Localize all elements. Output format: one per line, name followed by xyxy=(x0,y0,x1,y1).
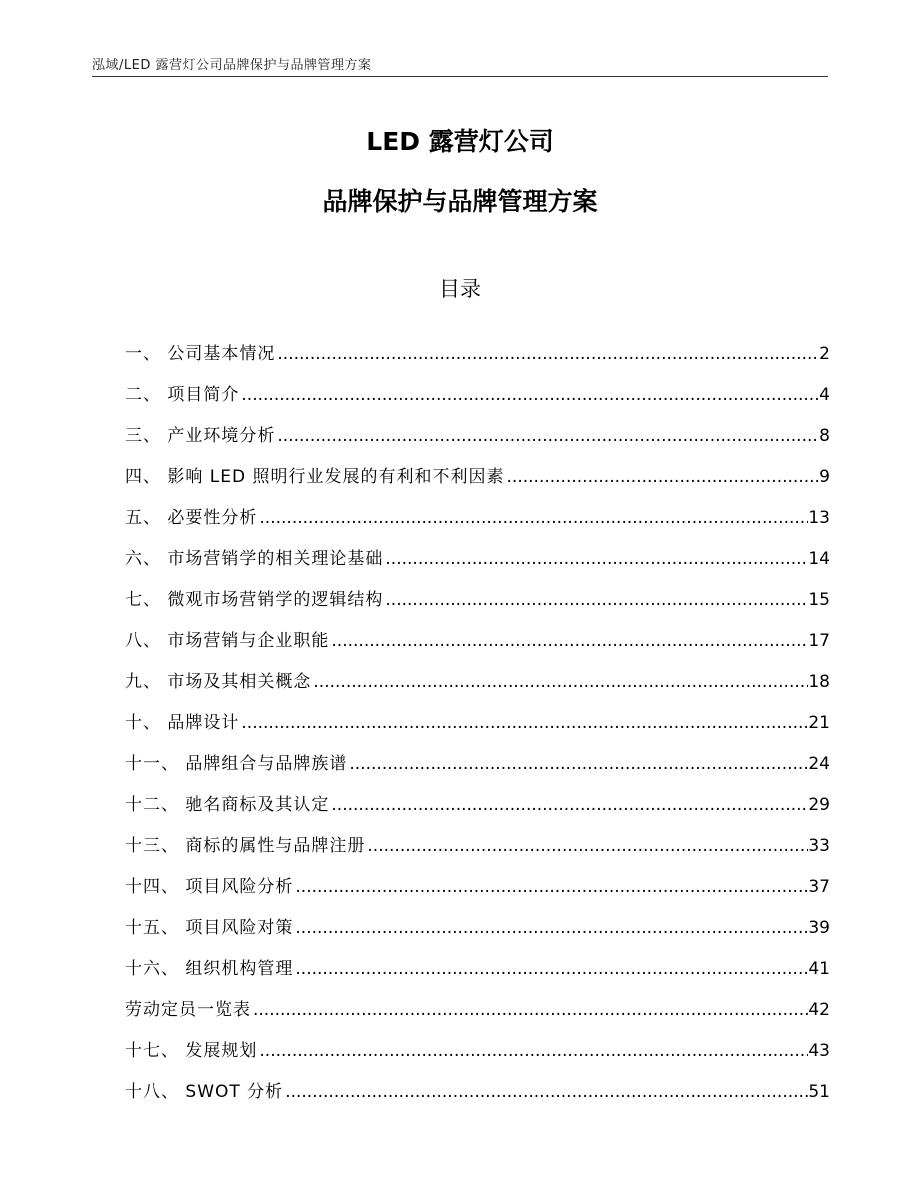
toc-entry-page: 51 xyxy=(808,1082,830,1102)
toc-entry[interactable] xyxy=(125,364,830,405)
toc-entry-label: 四、 影响 LED 照明行业发展的有利和不利因素 xyxy=(125,467,505,487)
toc-entry[interactable] xyxy=(125,938,830,979)
toc-entry-page: 41 xyxy=(808,959,830,979)
toc-entry[interactable] xyxy=(125,856,830,897)
running-header: 泓域/LED 露营灯公司品牌保护与品牌管理方案 xyxy=(92,58,372,73)
toc-dot-leader xyxy=(275,344,819,364)
toc-dot-leader xyxy=(293,918,808,938)
toc-entry[interactable] xyxy=(125,405,830,446)
toc-entry-label: 十一、 品牌组合与品牌族谱 xyxy=(125,754,348,774)
toc-entry-page: 9 xyxy=(819,467,830,487)
toc-entry[interactable] xyxy=(125,692,830,733)
toc-dot-leader xyxy=(275,426,819,446)
toc-entry-label: 三、 产业环境分析 xyxy=(125,426,276,446)
toc-entry-page: 15 xyxy=(808,590,830,610)
toc-entry[interactable] xyxy=(125,651,830,692)
toc-entry[interactable] xyxy=(125,528,830,569)
toc-entry[interactable] xyxy=(125,569,830,610)
toc-entry-page: 42 xyxy=(808,1000,830,1020)
toc-dot-leader xyxy=(329,631,808,651)
toc-entry-page: 21 xyxy=(808,713,830,733)
table-of-contents xyxy=(125,323,830,1102)
header-divider xyxy=(92,76,828,77)
toc-dot-leader xyxy=(293,877,808,897)
toc-entry-label: 十六、 组织机构管理 xyxy=(125,959,294,979)
toc-entry-label: 十八、 SWOT 分析 xyxy=(125,1082,284,1102)
toc-entry-page: 4 xyxy=(819,385,830,405)
toc-entry-label: 十四、 项目风险分析 xyxy=(125,877,294,897)
toc-dot-leader xyxy=(347,754,808,774)
toc-entry-label: 五、 必要性分析 xyxy=(125,508,258,528)
toc-entry-label: 十七、 发展规划 xyxy=(125,1041,258,1061)
toc-entry[interactable] xyxy=(125,487,830,528)
toc-dot-leader xyxy=(251,1000,808,1020)
toc-entry-page: 43 xyxy=(808,1041,830,1061)
toc-entry[interactable] xyxy=(125,323,830,364)
toc-dot-leader xyxy=(383,549,808,569)
toc-entry[interactable] xyxy=(125,1020,830,1061)
toc-entry-label: 十二、 驰名商标及其认定 xyxy=(125,795,330,815)
toc-entry[interactable] xyxy=(125,733,830,774)
toc-entry-page: 2 xyxy=(819,344,830,364)
toc-dot-leader xyxy=(311,672,808,692)
toc-entry-label: 十三、 商标的属性与品牌注册 xyxy=(125,836,366,856)
toc-entry-label: 七、 微观市场营销学的逻辑结构 xyxy=(125,590,384,610)
document-title-line2: 品牌保护与品牌管理方案 xyxy=(322,187,598,216)
toc-entry[interactable] xyxy=(125,979,830,1020)
toc-dot-leader xyxy=(383,590,808,610)
toc-entry-label: 二、 项目简介 xyxy=(125,385,240,405)
toc-entry-label: 八、 市场营销与企业职能 xyxy=(125,631,330,651)
toc-entry-page: 17 xyxy=(808,631,830,651)
toc-dot-leader xyxy=(365,836,808,856)
toc-entry-label: 一、 公司基本情况 xyxy=(125,344,276,364)
toc-entry-page: 18 xyxy=(808,672,830,692)
toc-dot-leader xyxy=(257,1041,808,1061)
toc-entry-label: 九、 市场及其相关概念 xyxy=(125,672,312,692)
toc-entry-page: 33 xyxy=(808,836,830,856)
toc-entry-page: 8 xyxy=(819,426,830,446)
toc-entry-page: 37 xyxy=(808,877,830,897)
toc-entry[interactable] xyxy=(125,815,830,856)
toc-entry-label: 十、 品牌设计 xyxy=(125,713,240,733)
toc-dot-leader xyxy=(239,385,819,405)
toc-entry[interactable] xyxy=(125,774,830,815)
toc-entry-label: 劳动定员一览表 xyxy=(125,1000,251,1020)
toc-dot-leader xyxy=(239,713,808,733)
toc-entry-label: 六、 市场营销学的相关理论基础 xyxy=(125,549,384,569)
toc-entry-page: 14 xyxy=(808,549,830,569)
toc-entry-label: 十五、 项目风险对策 xyxy=(125,918,294,938)
toc-entry-page: 13 xyxy=(808,508,830,528)
document-title-line1: LED 露营灯公司 xyxy=(366,127,554,156)
toc-entry-page: 39 xyxy=(808,918,830,938)
toc-dot-leader xyxy=(505,467,820,487)
toc-entry[interactable] xyxy=(125,610,830,651)
toc-dot-leader xyxy=(257,508,808,528)
toc-dot-leader xyxy=(283,1082,808,1102)
toc-entry-page: 29 xyxy=(808,795,830,815)
toc-entry[interactable] xyxy=(125,897,830,938)
toc-heading: 目录 xyxy=(439,277,481,301)
toc-dot-leader xyxy=(329,795,808,815)
toc-entry[interactable] xyxy=(125,1061,830,1102)
toc-entry[interactable] xyxy=(125,446,830,487)
toc-entry-page: 24 xyxy=(808,754,830,774)
toc-dot-leader xyxy=(293,959,808,979)
